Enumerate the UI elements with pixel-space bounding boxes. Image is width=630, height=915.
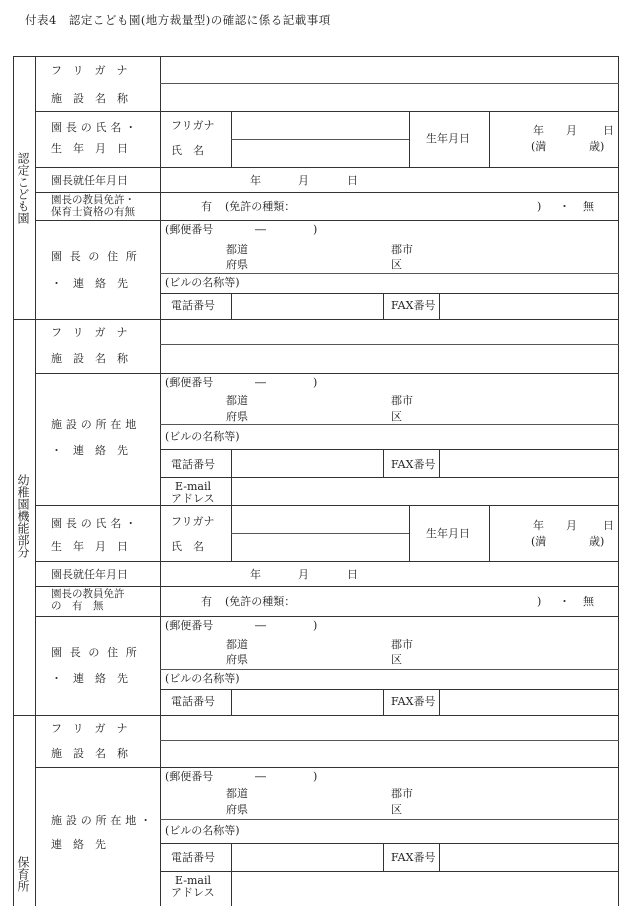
section-label-nursery: 保育所: [16, 856, 30, 892]
year-label: 年: [533, 519, 544, 532]
label-column-divider: [160, 56, 161, 906]
birth-date-cell-label: 生年月日: [426, 527, 470, 540]
fax-field[interactable]: [442, 296, 616, 316]
table-border-top: [13, 56, 619, 57]
appointed-date-label: 園長就任年月日: [51, 568, 128, 581]
director-furigana-field[interactable]: [234, 508, 407, 531]
row-divider: [160, 843, 619, 844]
facility-contact-label: 連絡先: [51, 838, 117, 851]
tel-label: 電話番号: [171, 458, 215, 471]
cell-divider: [439, 449, 440, 477]
license-label-line2: の 有 無: [51, 600, 104, 612]
row-divider: [35, 192, 619, 193]
cell-divider: [160, 273, 619, 274]
director-furigana-field[interactable]: [234, 115, 407, 137]
furigana-label: フリガナ: [51, 722, 139, 735]
building-label: (ビルの名称等): [165, 824, 240, 837]
tel-field[interactable]: [234, 846, 380, 868]
email-field[interactable]: [234, 874, 616, 902]
license-type-label: (免許の種類：: [225, 595, 296, 608]
director-address-label: 園長の住所: [51, 646, 145, 659]
license-type-label: (免許の種類：: [225, 200, 296, 213]
cell-divider: [489, 111, 490, 167]
furigana-divider: [160, 83, 619, 84]
section-divider: [13, 715, 619, 716]
cell-divider: [231, 843, 232, 906]
cell-divider: [383, 689, 384, 715]
month-label: 月: [566, 519, 577, 532]
license-close: ): [537, 595, 542, 608]
appointed-date-label: 園長就任年月日: [51, 174, 128, 187]
facility-name-label: 施設名称: [51, 352, 139, 365]
row-divider: [160, 449, 619, 450]
facility-furigana-field[interactable]: [163, 719, 617, 738]
email-label-2: アドレス: [171, 492, 215, 505]
director-name-field[interactable]: [234, 142, 407, 164]
day-label: 日: [603, 124, 614, 137]
postal-label: (郵便番号: [165, 770, 214, 783]
tel-label: 電話番号: [171, 695, 215, 708]
age-open-label: (満: [531, 535, 547, 548]
postal-close: ): [313, 770, 318, 783]
row-divider: [35, 373, 619, 374]
month-label: 月: [566, 124, 577, 137]
month-label: 月: [298, 174, 309, 187]
director-name-label: 園長の氏名・: [51, 121, 141, 134]
cell-divider: [439, 689, 440, 715]
postal-close: ): [313, 223, 318, 236]
birth-date-label: 生年月日: [51, 142, 139, 155]
fax-label: FAX番号: [391, 851, 436, 864]
facility-address-label: 施設の所在地: [51, 418, 141, 431]
postal-close: ): [313, 376, 318, 389]
license-none-option[interactable]: 無: [583, 595, 594, 608]
row-divider: [160, 293, 619, 294]
row-divider: [35, 586, 619, 587]
prefecture-label-1: 都道: [226, 638, 248, 651]
cell-divider: [231, 689, 232, 715]
row-divider: [35, 561, 619, 562]
application-form-table: [13, 56, 619, 906]
cell-divider: [409, 111, 410, 167]
separator-dot: ・: [559, 200, 570, 213]
postal-dash: ―: [255, 770, 266, 783]
age-open-label: (満: [531, 140, 547, 153]
city-label-2: 区: [391, 653, 402, 666]
row-divider: [35, 767, 619, 768]
cell-divider: [383, 449, 384, 477]
facility-name-field[interactable]: [163, 347, 617, 370]
name-label: 氏名: [171, 540, 215, 553]
prefecture-label-1: 都道: [226, 787, 248, 800]
facility-name-label: 施設名称: [51, 747, 139, 760]
row-divider: [160, 871, 619, 872]
email-label-1: E-mail: [175, 480, 211, 493]
postal-label: (郵便番号: [165, 619, 214, 632]
prefecture-label-1: 都道: [226, 243, 248, 256]
cell-divider: [439, 843, 440, 871]
day-label: 日: [603, 519, 614, 532]
postal-close: ): [313, 619, 318, 632]
facility-furigana-field[interactable]: [163, 323, 617, 342]
cell-divider: [383, 843, 384, 871]
page-title: 付表4 認定こども園(地方裁量型)の確認に係る記載事項: [25, 13, 331, 27]
furigana-divider: [160, 740, 619, 741]
cell-divider: [231, 533, 409, 534]
furigana-small-label: フリガナ: [171, 119, 215, 132]
row-divider: [35, 505, 619, 506]
facility-name-field[interactable]: [163, 743, 617, 764]
cell-divider: [160, 669, 619, 670]
cell-divider: [231, 293, 232, 319]
cell-divider: [383, 293, 384, 319]
email-label-1: E-mail: [175, 874, 211, 887]
city-label-2: 区: [391, 803, 402, 816]
section-label-kodomoen: 認定こども園: [16, 152, 30, 224]
separator-dot: ・: [559, 595, 570, 608]
license-has-option[interactable]: 有: [201, 595, 212, 608]
prefecture-label-2: 府県: [226, 803, 248, 816]
postal-label: (郵便番号: [165, 223, 214, 236]
row-divider: [160, 689, 619, 690]
prefecture-label-1: 都道: [226, 394, 248, 407]
prefecture-label-2: 府県: [226, 653, 248, 666]
cell-divider: [160, 424, 619, 425]
director-name-field[interactable]: [234, 536, 407, 558]
age-close-label: 歳): [589, 140, 605, 153]
license-none-option[interactable]: 無: [583, 200, 594, 213]
month-label: 月: [298, 568, 309, 581]
fax-label: FAX番号: [391, 695, 436, 708]
prefecture-label-2: 府県: [226, 258, 248, 271]
license-has-option[interactable]: 有: [201, 200, 212, 213]
table-border-right: [618, 56, 619, 906]
cell-divider: [160, 819, 619, 820]
furigana-divider: [160, 344, 619, 345]
email-field[interactable]: [234, 480, 616, 502]
furigana-label: フリガナ: [51, 326, 139, 339]
cell-divider: [489, 505, 490, 561]
facility-name-field[interactable]: [163, 86, 617, 108]
tel-label: 電話番号: [171, 851, 215, 864]
facility-furigana-field[interactable]: [163, 61, 617, 81]
day-label: 日: [347, 568, 358, 581]
building-label: (ビルの名称等): [165, 276, 240, 289]
row-divider: [35, 616, 619, 617]
license-label-line1: 園長の教員免許: [51, 588, 125, 600]
name-label: 氏名: [171, 144, 215, 157]
section-column-divider: [35, 56, 36, 906]
fax-field[interactable]: [442, 846, 616, 868]
license-label-line1: 園長の教員免許・: [51, 194, 135, 206]
postal-dash: ―: [255, 376, 266, 389]
cell-divider: [439, 293, 440, 319]
building-label: (ビルの名称等): [165, 430, 240, 443]
row-divider: [35, 167, 619, 168]
section-divider: [13, 319, 619, 320]
fax-label: FAX番号: [391, 299, 436, 312]
prefecture-label-2: 府県: [226, 410, 248, 423]
cell-divider: [409, 505, 410, 561]
furigana-small-label: フリガナ: [171, 515, 215, 528]
section-label-kindergarten: 幼稚園機能部分: [16, 474, 30, 558]
facility-address-label: 施設の所在地・: [51, 814, 155, 827]
director-contact-label: ・連絡先: [51, 672, 139, 685]
city-label-1: 郡市: [391, 243, 413, 256]
director-address-label: 園長の住所: [51, 250, 145, 263]
row-divider: [35, 220, 619, 221]
facility-contact-label: ・連絡先: [51, 444, 139, 457]
director-contact-label: ・連絡先: [51, 277, 139, 290]
postal-label: (郵便番号: [165, 376, 214, 389]
row-divider: [35, 111, 619, 112]
tel-field[interactable]: [234, 296, 380, 316]
fax-field[interactable]: [442, 452, 616, 474]
city-label-2: 区: [391, 410, 402, 423]
building-label: (ビルの名称等): [165, 672, 240, 685]
tel-label: 電話番号: [171, 299, 215, 312]
year-label: 年: [250, 568, 261, 581]
table-border-left: [13, 56, 14, 906]
city-label-1: 郡市: [391, 787, 413, 800]
license-label-line2: 保育士資格の有無: [51, 206, 135, 218]
furigana-label: フリガナ: [51, 64, 139, 77]
city-label-1: 郡市: [391, 394, 413, 407]
birth-date-cell-label: 生年月日: [426, 132, 470, 145]
age-close-label: 歳): [589, 535, 605, 548]
cell-divider: [231, 139, 409, 140]
license-close: ): [537, 200, 542, 213]
fax-field[interactable]: [442, 692, 616, 712]
day-label: 日: [347, 174, 358, 187]
director-name-label: 園長の氏名・: [51, 517, 141, 530]
row-divider: [160, 477, 619, 478]
email-label-2: アドレス: [171, 886, 215, 899]
year-label: 年: [250, 174, 261, 187]
city-label-2: 区: [391, 258, 402, 271]
fax-label: FAX番号: [391, 458, 436, 471]
city-label-1: 郡市: [391, 638, 413, 651]
facility-name-label: 施設名称: [51, 92, 139, 105]
year-label: 年: [533, 124, 544, 137]
postal-dash: ―: [255, 223, 266, 236]
tel-field[interactable]: [234, 452, 380, 474]
birth-date-label: 生年月日: [51, 540, 139, 553]
tel-field[interactable]: [234, 692, 380, 712]
postal-dash: ―: [255, 619, 266, 632]
